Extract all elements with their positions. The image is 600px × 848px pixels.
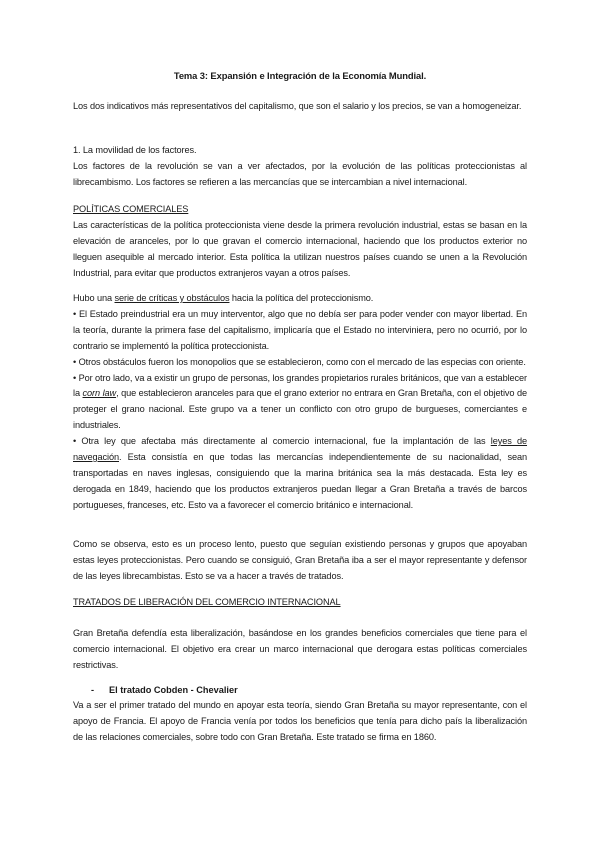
- intro-paragraph: [73, 99, 527, 115]
- criticas-lead-post: hacia la política del proteccionismo.: [229, 293, 374, 303]
- bullet-3-pre: • Por otro lado, va a existir un grupo de personas, los grandes propietarios rurales británicos, que van a establecer la: [73, 372, 527, 399]
- cobden-heading: El tratado Cobden - Chevalier: [109, 685, 238, 695]
- politicas-text: Las características de la política proteccionista viene desde la primera revolución industrial, estas se basan en la elevación de aranceles, por lo que gravan el comercio internacional, haciendo que los productos exterior no lleguen asequible al mercado interior. Esta política la utilizan nuestros países cuando se unen a la Revolución Industrial, para evitar que productos extranjeros vayan a otros países.: [73, 219, 527, 278]
- observa-text: Como se observa, esto es un proceso lento, puesto que seguían existiendo personas y grupos que apoyaban estas leyes proteccionistas. Pero cuando se consiguió, Gran Bretaña iba a ser el mayor representante y defensor de las leyes librecambistas. Esto se va a hacer a través de tratados.: [73, 539, 527, 581]
- bullet-4-post: . Esta consistía en que todas las mercancías independientemente de su nacionalidad, sean transportadas en naves inglesas, consiguiendo que la marina británica sea la más destacada. Esta ley es derogada en 1849, haciendo que los productos extranjeros puedan llegar a Gran Bretaña a través de barcos portugueses, franceses, etc. Esto va a favorecer el comercio británico e internacional.: [73, 452, 527, 510]
- criticas-bullet-2: • Otros obstáculos fueron los monopolios que se establecieron, como con el mercado de las especias con oriente.: [73, 356, 526, 367]
- criticas-lead-underlined: serie de críticas y obstáculos: [114, 293, 230, 303]
- criticas-lead-pre: Hubo una: [73, 293, 115, 303]
- intro-text: Los dos indicativos más representativos del capitalismo, que son el salario y los precios, se van a homogeneizar.: [73, 101, 522, 111]
- page-title: Tema 3: Expansión e Integración de la Economía Mundial.: [173, 70, 427, 81]
- section-criticas: [73, 291, 527, 514]
- section-movilidad-heading: 1. La movilidad de los factores.: [73, 145, 197, 155]
- cobden-text: Va a ser el primer tratado del mundo en apoyar esta teoría, siendo Gran Bretaña su mayor representante, con el apoyo de Francia. El apoyo de Francia venía por todos los beneficios que tenía para dicho país la liberalización de las relaciones comerciales, sobre todo con Gran Bretaña. Este tratado se firma en 1860.: [73, 700, 527, 742]
- criticas-bullet-1: • El Estado preindustrial era un muy interventor, algo que no debía ser para poder vender con mayor libertad. En la teoría, durante la primera fase del capitalismo, implicaría que el Estado no interviniera, pero no ocurrió, por lo contrario se implementó la política proteccionista.: [73, 308, 527, 351]
- criticas-bullet-3: [73, 371, 527, 435]
- criticas-bullet-4: [73, 434, 527, 514]
- bullet-3-post: , que establecieron aranceles para que el grano exterior no entrara en Gran Bretaña, con el objetivo de proteger el grano nacional. Este grupo va a tener un conflicto con otro grupo de burgueses, comerciantes e industriales.: [73, 388, 527, 431]
- tratados-text: Gran Bretaña defendía esta liberalización, basándose en los grandes beneficios comerciales que tiene para el comercio internacional. El objetivo era crear un marco internacional que derogara estas políticas comerciales restrictivas.: [73, 628, 527, 670]
- tratados-heading: TRATADOS DE LIBERACIÓN DEL COMERCIO INTERNACIONAL: [73, 597, 341, 607]
- section-cobden: [73, 698, 527, 746]
- bullet-4-pre: • Otra ley que afectaba más directamente al comercio internacional, fue la implantación de las: [73, 436, 491, 447]
- section-tratados: [73, 626, 527, 674]
- section-movilidad: [73, 143, 527, 191]
- cobden-subheading: [91, 685, 238, 695]
- section-movilidad-text: Los factores de la revolución se van a ver afectados, por la evolución de las políticas proteccionistas al librecambismo. Los factores se refieren a las mercancías que se intercambian a nivel internacional.: [73, 160, 527, 187]
- leyes-navegacion-term: leyes de navegación: [73, 436, 528, 463]
- observa-paragraph: [73, 537, 527, 585]
- section-politicas: [73, 202, 527, 282]
- politicas-heading: POLÍTICAS COMERCIALES: [73, 204, 189, 214]
- corn-law-term: corn law: [82, 388, 117, 399]
- section-tratados-heading-block: [73, 595, 527, 611]
- criticas-lead: [73, 291, 527, 307]
- cobden-bullet: -: [91, 685, 95, 695]
